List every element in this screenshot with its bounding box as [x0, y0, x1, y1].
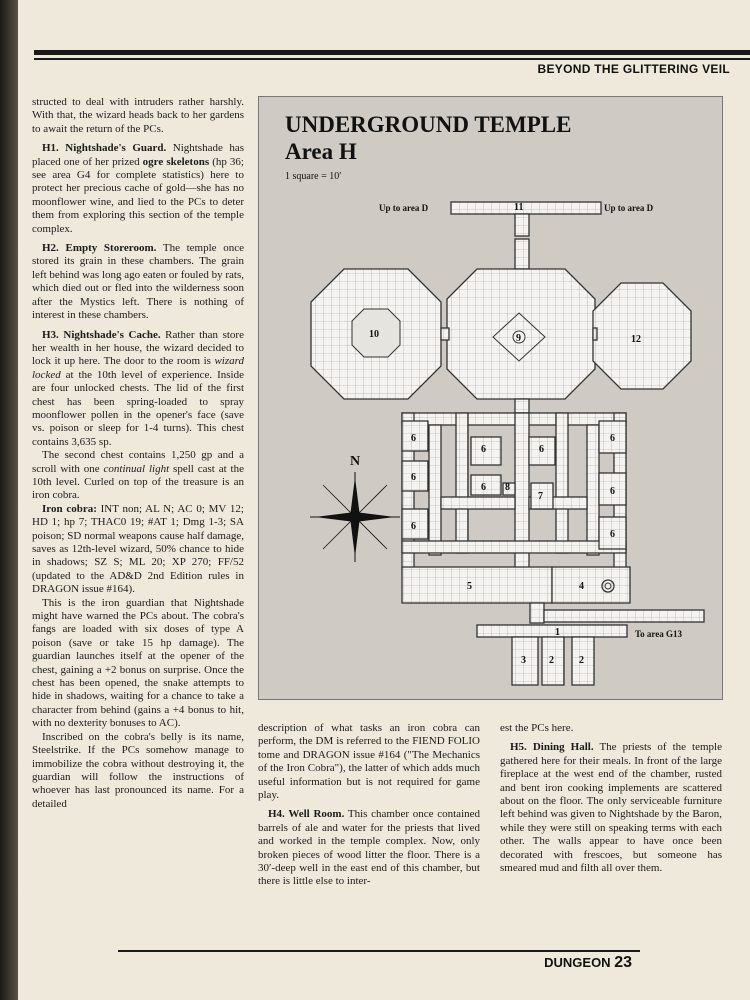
room-number-6c: 6 [411, 521, 416, 532]
second-chest-text-2: spell cast at the 10th level. Curled on top of the treasure is an iron cobra. [32, 462, 244, 502]
entry-h4-title: H4. Well Room. [268, 808, 345, 821]
room-number-6b: 6 [411, 472, 416, 483]
column-middle [258, 722, 480, 895]
room-number-6g: 6 [481, 444, 486, 455]
second-chest-text: The second chest contains 1,250 gp and a scroll with one [32, 449, 244, 475]
room-number-6i: 6 [481, 482, 486, 493]
room-number-12: 12 [631, 334, 641, 345]
entry-h2-text: The temple once stored its grain in these chambers. The grain left behind was long ago eaten or fouled by rats, which died out or fled into the wilderness soon after the Mystics left. There is nothing of interest in these chambers. [32, 242, 244, 322]
map-title-line-2: Area H [285, 139, 357, 164]
entry-h1-text: Nightshade has placed one of her prized [32, 142, 245, 168]
paragraph-second-chest [32, 449, 244, 503]
entry-h1-bold: ogre skeletons [142, 155, 210, 168]
room-number-6f: 6 [610, 529, 615, 540]
dungeon-map [259, 97, 722, 699]
column-right [500, 722, 722, 881]
entry-h5-title: H5. Dining Hall. [510, 741, 594, 754]
stat-block [32, 503, 244, 597]
compass-rose [310, 472, 400, 562]
stat-block-title: Iron cobra: [42, 502, 97, 515]
room-5 [402, 567, 552, 603]
room-number-5: 5 [467, 581, 472, 592]
entry-h3-text: Rather than store her wealth in her house, the wizard decided to lock it up here. The door to the room is [32, 328, 244, 368]
room-number-1: 1 [555, 627, 560, 638]
room-number-2b: 2 [579, 655, 584, 666]
stat-block-text: INT non; AL N; AC 0; MV 12; HD 1; hp 7; THAC0 19; #AT 1; Dmg 1-3; SA poison; SD normal weapons cause half damage, saves as 12th-level wizard, 50% chance to hide in shadows; SZ S; ML 20; XP 270; FF/52 (updated to the AD&D 2nd Edition rules in DRAGON issue #164). [32, 502, 244, 596]
entry-h2 [32, 242, 244, 322]
magazine-page [18, 0, 750, 1000]
entry-h5 [500, 741, 722, 875]
room-1 [477, 625, 627, 637]
paragraph-intro: structed to deal with intruders rather harshly. With that, the wizard heads back to her gardens to await the return of the PCs. [32, 96, 244, 135]
compass-north: N [350, 454, 361, 469]
room-number-6a: 6 [411, 433, 416, 444]
footer-page-number: 23 [614, 954, 632, 971]
label-up-right: Up to area D [604, 203, 654, 213]
paragraph-h4-end: est the PCs here. [500, 722, 574, 734]
room-4 [552, 567, 630, 603]
map-scale: 1 square = 10′ [285, 171, 342, 182]
label-up-left: Up to area D [379, 203, 429, 213]
room-number-8: 8 [505, 482, 510, 493]
room-number-10: 10 [369, 329, 379, 340]
paragraph-iron-cobra-desc: description of what tasks an iron cobra can perform, the DM is referred to the FIEND FOLIO tome and DRAGON issue #164 ("The Mechanics of the Iron Cobra"), the latter of which adds much useful information but is not required for game play. [258, 722, 480, 802]
column-left [32, 96, 244, 817]
room-number-7: 7 [538, 491, 543, 502]
entry-h1-title: H1. Nightshade's Guard. [42, 142, 167, 155]
entry-h4 [258, 808, 480, 888]
room-6-i [471, 475, 501, 495]
entry-h3 [32, 329, 244, 450]
second-chest-italic: continual light [103, 462, 170, 475]
room-number-9: 9 [516, 333, 521, 344]
paragraph-inscription: Inscribed on the cobra's belly is its name, Steelstrike. If the PCs somehow manage to immobilize the cobra without destroying it, the guardian will follow the instructions of whoever has last pronounced its name. For a detailed [32, 730, 244, 810]
room-number-3: 3 [521, 655, 526, 666]
header-rule-thick [34, 50, 750, 55]
label-to-g13: To area G13 [635, 629, 683, 639]
entry-h4-text: This chamber once contained barrels of ale and water for the priests that lived and worked in the temple complex. Now, only broken pieces of wood litter the floor. There is a 30′-deep well in the east end of this chamber, but there is little else to inter- [258, 808, 481, 888]
entry-h3-text-2: at the 10th level of experience. Inside are four unlocked chests. The lid of the first chest has been spring-loaded to spray moonflower pollen in the opener's face (save vs. poison or sleep for 1-4 turns). This chest contains 3,635 sp. [32, 368, 244, 448]
book-spine [0, 0, 18, 1000]
room-number-6d: 6 [610, 433, 615, 444]
dungeon-map-panel [258, 96, 723, 700]
entry-h1 [32, 142, 244, 236]
paragraph-guardian: This is the iron guardian that Nightshade might have warned the PCs about. The cobra's fangs are loaded with six doses of type A poison (save or take 15 hp damage). The guardian launches itself at the opener of the chest, gaining a +2 bonus on surprise. Once the chest has been opened, the snake attempts to hide in shadows, waiting for a chance to take a character from behind (gains a +4 bonus to hit, with no dexterity bonuses to AC). [32, 596, 244, 730]
room-number-4: 4 [579, 581, 584, 592]
page-footer [544, 954, 632, 972]
room-number-6h: 6 [539, 444, 544, 455]
entry-h3-italic: wizard locked [32, 355, 244, 381]
entry-h5-text: The priests of the temple gathered here for their meals. In front of the large fireplace at the west end of the chamber, rusted and bent iron cooking implements are scattered about on the floor. The only serviceable furniture left behind was given to Nightshade by the Baron, while they were still on speaking terms with each other. The walls appear to have once been decorated with frescoes, but someone has smeared mud and filth all over them. [500, 741, 722, 875]
corridor-to-g13 [544, 610, 704, 622]
footer-magazine: DUNGEON [544, 955, 611, 970]
map-title-line-1: UNDERGROUND TEMPLE [285, 112, 572, 137]
header-rule-thin [34, 58, 750, 60]
entry-h1-text-2: (hp 36; see area G4 for complete statistics) here to protect her precious cache of gold—she has no moonflower wine, and lied to the PCs to deter them from exploring this section of the temple complex. [32, 155, 244, 235]
room-6-g [471, 437, 501, 465]
stair-corridor [451, 202, 601, 214]
room-number-2a: 2 [549, 655, 554, 666]
room-number-11: 11 [514, 202, 524, 213]
room-12 [593, 283, 691, 389]
running-header: BEYOND THE GLITTERING VEIL [537, 62, 730, 76]
footer-rule [118, 950, 640, 952]
room-number-6e: 6 [610, 486, 615, 497]
entry-h3-title: H3. Nightshade's Cache. [42, 328, 161, 341]
entry-h2-title: H2. Empty Storeroom. [42, 242, 157, 255]
